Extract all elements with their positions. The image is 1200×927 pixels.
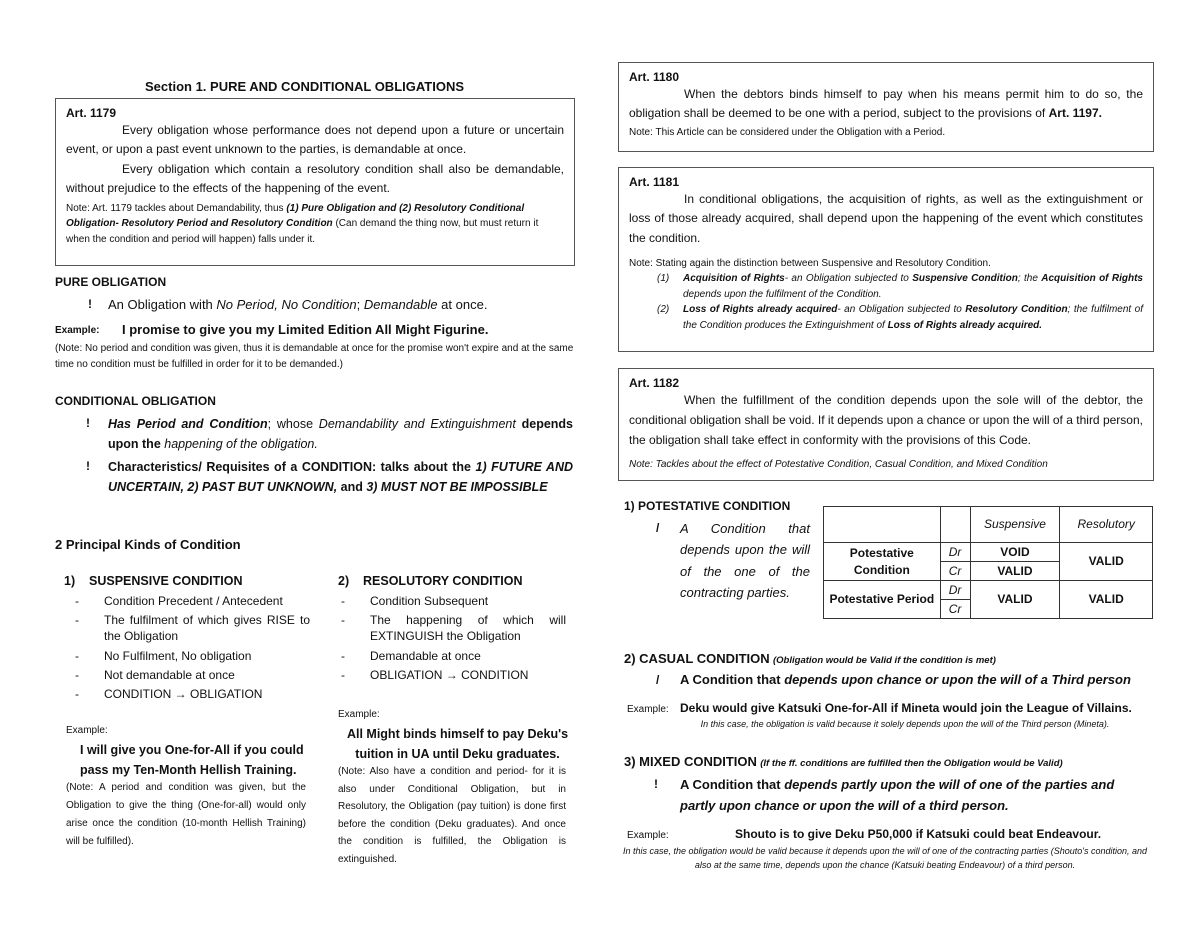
art-1181-box — [618, 167, 1154, 352]
art-1179-label: Art. 1179 — [66, 106, 117, 120]
pure-definition: An Obligation with No Period, No Condition; Demandable at once. — [108, 297, 488, 312]
table-cell: VALID — [1060, 581, 1153, 619]
table-header-suspensive: Suspensive — [970, 507, 1060, 543]
table-cell: Cr — [940, 600, 970, 619]
art-1182-label: Art. 1182 — [629, 376, 680, 390]
table-cell: Dr — [940, 581, 970, 600]
conditional-heading: CONDITIONAL OBLIGATION — [55, 394, 216, 408]
conditional-bullet-1-icon: ! — [86, 416, 90, 430]
art-1181-body: In conditional obligations, the acquisition of rights, as well as the extinguishment or loss of those already acquired, shall depend upon the happening of the event which constitutes the condition. — [629, 192, 1143, 245]
list-item: - The fulfilment of which gives RISE to the Obligation — [75, 613, 310, 644]
suspensive-example-label: Example: — [66, 725, 108, 736]
resolutory-note: (Note: Also have a condition and period- for it is also under Conditional Obligation, but in Resolutory, the Obligation (pay tuition) is done first before the condition (Deku graduates). And once the condition is fulfilled, the Obligation is extinguished. — [338, 766, 566, 865]
potestative-heading: 1) POTESTATIVE CONDITION — [624, 499, 791, 513]
pure-note: (Note: No period and condition was given, thus it is demandable at once for the promise won't expire and at the same time no condition must be fulfilled in order for it to be demanded.) — [55, 343, 574, 370]
suspensive-list — [75, 593, 310, 702]
suspensive-note: (Note: A period and condition was given, but the Obligation to give the thing (One-for-all) would only arise once the condition (10-month Hellish Training) will be fulfilled). — [66, 782, 306, 847]
mixed-heading: 3) MIXED CONDITION (If the ff. conditions are fulfilled then the Obligation would be Valid) — [624, 754, 1063, 769]
list-item: - No Fulfilment, No obligation — [75, 648, 252, 663]
resolutory-example-label: Example: — [338, 709, 380, 720]
table-header-resolutory: Resolutory — [1060, 507, 1153, 543]
suspensive-heading: 1) SUSPENSIVE CONDITION — [64, 574, 243, 588]
art-1179-p2: Every obligation which contain a resolutory condition shall also be demandable, without prejudice to the effects of the happening of the event. — [66, 161, 564, 195]
mixed-example-note: In this case, the obligation would be valid because it depends upon the will of one of the contracting parties (Shouto's condition, and also at the same time, depends upon the chance (Katsuki beating Endeavour) of a third person. — [622, 846, 1148, 870]
art-1179-note: Note: Art. 1179 tackles about Demandability, thus (1) Pure Obligation and (2) Resolutory Conditional Obligation- Resolutory Period and Resolutory Condition (Can demand the thing now, but must return it when the condition and period will happen) falls under it. — [66, 202, 539, 245]
table-cell: Dr — [940, 543, 970, 562]
list-item: - Condition Subsequent — [341, 594, 489, 608]
suspensive-example: I will give you One-for-All if you could pass my Ten-Month Hellish Training. — [80, 743, 304, 777]
casual-example: Deku would give Katsuki One-for-All if Mineta would join the League of Villains. — [680, 701, 1132, 715]
table-cell: VALID — [1060, 543, 1153, 581]
mixed-example: Shouto is to give Deku P50,000 if Katsuki could beat Endeavour. — [735, 827, 1102, 841]
art-1180-box — [618, 62, 1154, 152]
resolutory-heading: 2) RESOLUTORY CONDITION — [338, 574, 523, 588]
table-cell: VALID — [970, 581, 1060, 619]
conditional-bullet-1: Has Period and Condition; whose Demandability and Extinguishment depends upon the happening of the obligation. — [108, 417, 574, 451]
list-item: - The happening of which will EXTINGUISH the Obligation — [341, 613, 566, 644]
list-item: - CONDITION → OBLIGATION — [75, 686, 263, 701]
table-cell: Cr — [940, 562, 970, 581]
list-item: - Condition Precedent / Antecedent — [75, 594, 283, 608]
art-1181-item-1: (1) Acquisition of Rights- an Obligation subjected to Suspensive Condition; the Acquisition of Rights depends upon the fulfilment of the Condition. — [657, 273, 1143, 300]
art-1179-p1: Every obligation whose performance does not depend upon a future or uncertain event, or upon a past event unknown to the parties, is demandable at once. — [66, 123, 564, 157]
art-1181-label: Art. 1181 — [629, 175, 680, 189]
mixed-text: A Condition that depends partly upon the will of one of the parties and partly upon chance or upon the will of a third person. — [680, 777, 1115, 814]
table-row-potestative-period: Potestative Period — [824, 581, 941, 619]
list-item: - Not demandable at once — [75, 667, 235, 682]
art-1182-box — [618, 368, 1154, 481]
potestative-table — [823, 506, 1153, 619]
art-1180-label: Art. 1180 — [629, 70, 680, 84]
art-1182-body: When the fulfillment of the condition depends upon the sole will of the debtor, the conditional obligation shall be void. If it depends upon a chance or upon the will of a third person, the obligation shall take effect in conformity with the provisions of this Code. — [629, 393, 1143, 447]
casual-text: A Condition that depends upon chance or upon the will of a Third person — [680, 672, 1131, 687]
list-item: - OBLIGATION → CONDITION — [341, 667, 529, 682]
casual-heading: 2) CASUAL CONDITION (Obligation would be Valid if the condition is met) — [624, 651, 996, 666]
art-1181-note: Note: Stating again the distinction between Suspensive and Resolutory Condition. — [629, 257, 991, 269]
list-item: - Demandable at once — [341, 648, 481, 663]
mixed-bullet-icon: ! — [654, 777, 658, 791]
kinds-heading: 2 Principal Kinds of Condition — [55, 537, 241, 552]
pure-bullet-icon: ! — [88, 297, 92, 311]
table-cell: VALID — [970, 562, 1060, 581]
casual-example-label: Example: — [627, 704, 669, 715]
mixed-example-label: Example: — [627, 830, 669, 841]
section-title: Section 1. PURE AND CONDITIONAL OBLIGATIONS — [145, 79, 465, 94]
art-1180-note: Note: This Article can be considered under the Obligation with a Period. — [629, 127, 946, 139]
resolutory-list — [341, 593, 566, 683]
art-1180-body: When the debtors binds himself to pay when his means permit him to do so, the obligation shall be deemed to be one with a period, subject to the provisions of Art. 1197. — [629, 87, 1143, 120]
pure-heading: PURE OBLIGATION — [55, 275, 167, 289]
conditional-bullet-2-icon: ! — [86, 459, 90, 473]
art-1182-note: Note: Tackles about the effect of Potestative Condition, Casual Condition, and Mixed Condition — [629, 458, 1048, 470]
art-1179-box — [55, 98, 575, 266]
casual-bullet-icon: / — [656, 673, 660, 687]
casual-example-note: In this case, the obligation is valid because it solely depends upon the will of the Third person (Mineta). — [700, 719, 1110, 729]
table-row-potestative-condition: Potestative Condition — [824, 543, 941, 581]
table-cell: VOID — [970, 543, 1060, 562]
pure-example: I promise to give you my Limited Edition All Might Figurine. — [122, 322, 489, 337]
potestative-text: A Condition that depends upon the will of the one of the contracting parties. — [680, 521, 810, 601]
conditional-bullet-2: Characteristics/ Requisites of a CONDITION: talks about the 1) FUTURE AND UNCERTAIN, 2) PAST BUT UNKNOWN, and 3) MUST NOT BE IMPOSSIBLE — [108, 460, 574, 494]
resolutory-example: All Might binds himself to pay Deku's tuition in UA until Deku graduates. — [346, 727, 569, 761]
pure-example-label: Example: — [55, 325, 100, 336]
art-1181-item-2: (2) Loss of Rights already acquired- an Obligation subjected to Resolutory Condition; the fulfilment of the Condition produces the Extinguishment of Loss of Rights already acquired. — [657, 304, 1143, 331]
potestative-bullet-icon: / — [656, 521, 660, 535]
